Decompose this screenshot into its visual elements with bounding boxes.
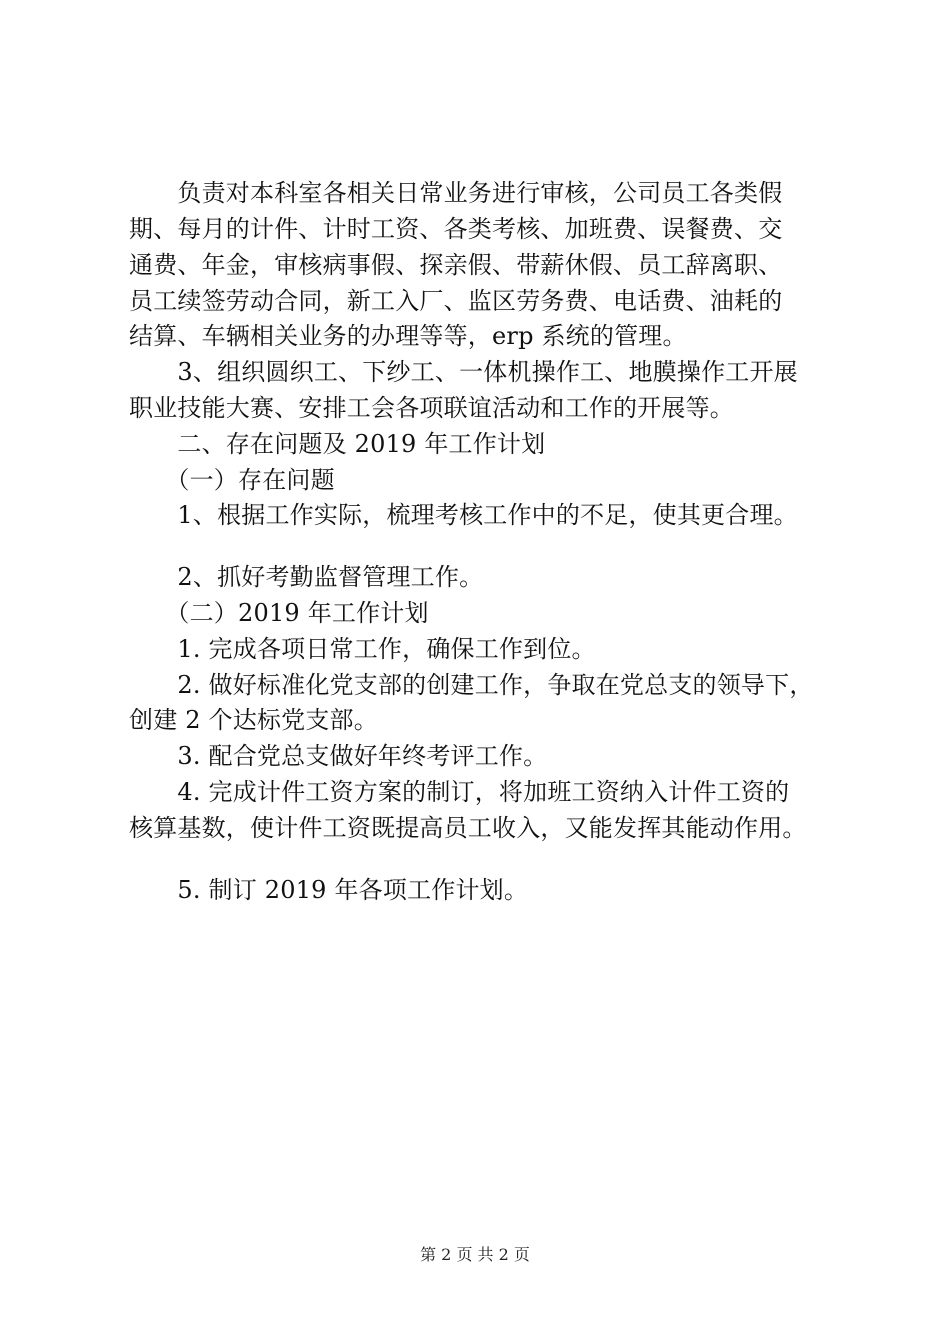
paragraph-line: 1. 完成各项日常工作，确保工作到位。 xyxy=(129,635,596,663)
paragraph-line: 创建 2 个达标党支部。 xyxy=(129,706,378,734)
section-heading: 二、存在问题及 2019 年工作计划 xyxy=(129,430,546,458)
paragraph-line: 3、组织圆织工、下纱工、一体机操作工、地膜操作工开展 xyxy=(129,358,798,386)
paragraph-line: 2. 做好标准化党支部的创建工作，争取在党总支的领导下， xyxy=(129,671,814,699)
subsection-heading: （一）存在问题 xyxy=(129,466,335,494)
paragraph-line: 负责对本科室各相关日常业务进行审核，公司员工各类假 xyxy=(129,179,783,207)
paragraph-line: 2、抓好考勤监督管理工作。 xyxy=(129,563,484,591)
paragraph-line: 通费、年金，审核病事假、探亲假、带薪休假、员工辞离职、 xyxy=(129,251,783,279)
paragraph-line: 期、每月的计件、计时工资、各类考核、加班费、误餐费、交 xyxy=(129,215,783,243)
paragraph-line: 4. 完成计件工资方案的制订，将加班工资纳入计件工资的 xyxy=(129,778,790,806)
paragraph-line: 3. 配合党总支做好年终考评工作。 xyxy=(129,742,548,770)
paragraph-line: 核算基数，使计件工资既提高员工收入，又能发挥其能动作用。 xyxy=(129,814,807,842)
paragraph-line: 员工续签劳动合同，新工入厂、监区劳务费、电话费、油耗的 xyxy=(129,287,783,315)
paragraph-line: 职业技能大赛、安排工会各项联谊活动和工作的开展等。 xyxy=(129,394,734,422)
paragraph-line: 1、根据工作实际，梳理考核工作中的不足，使其更合理。 xyxy=(129,501,798,529)
page-footer: 第 2 页 共 2 页 xyxy=(420,1245,530,1264)
paragraph-line: 结算、车辆相关业务的办理等等，erp 系统的管理。 xyxy=(129,322,687,350)
paragraph-line: 5. 制订 2019 年各项工作计划。 xyxy=(129,876,529,904)
subsection-heading: （二）2019 年工作计划 xyxy=(129,599,429,627)
